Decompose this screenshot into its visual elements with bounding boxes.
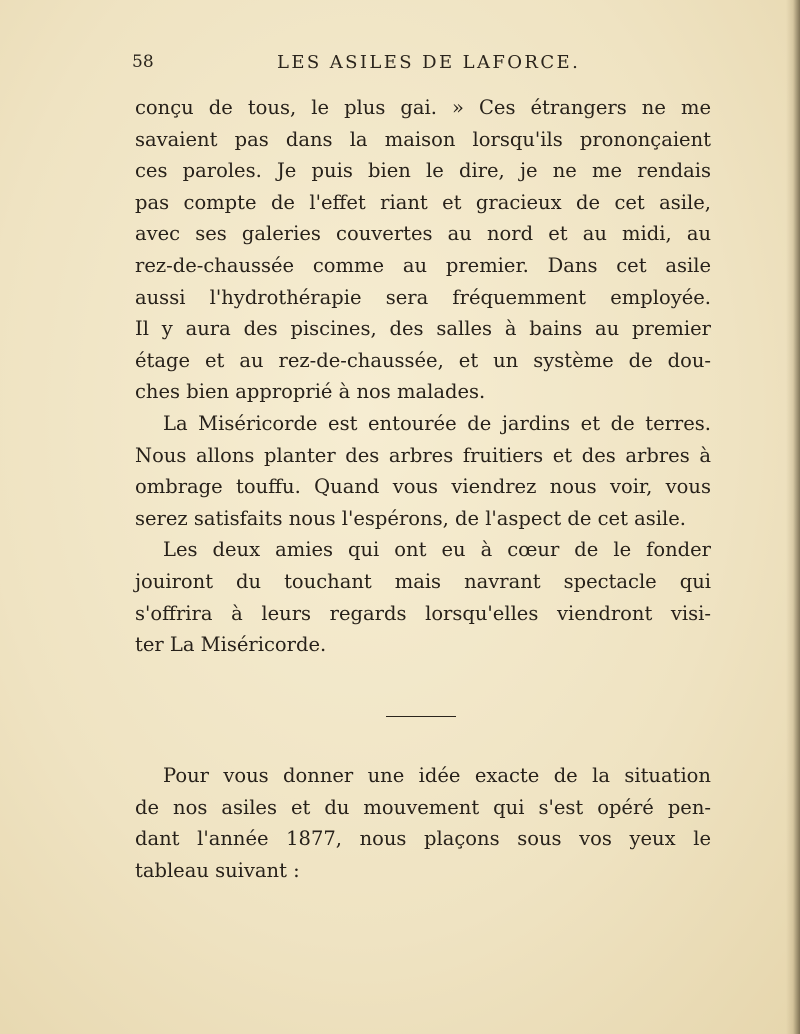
page-edge-shadow	[786, 0, 800, 1034]
text-line: Les deux amies qui ont eu à cœur de le fonder	[163, 538, 711, 562]
text-line: Pour vous donner une idée exacte de la situation	[163, 764, 711, 787]
text-line: conçu de tous, le plus gai. » Ces étrangers ne me	[135, 96, 711, 119]
text-line: savaient pas dans la maison lorsqu'ils prononçaient	[135, 127, 711, 151]
text-line: rez-de-chaussée comme au premier. Dans cet asile	[135, 253, 711, 277]
text-line: jouiront du touchant mais navrant spectacle qui	[135, 569, 711, 593]
text-line: pas compte de l'effet riant et gracieux de cet asile,	[135, 190, 711, 214]
text-line: étage et au rez-de-chaussée, et un système de dou-	[135, 348, 711, 372]
text-line: s'offrira à leurs regards lorsqu'elles viendront visi-	[135, 601, 711, 625]
paragraph	[135, 760, 711, 886]
text-line: Il y aura des piscines, des salles à bains au premier	[135, 317, 711, 341]
text-line: tableau suivant :	[135, 858, 300, 882]
text-line: dant l'année 1877, nous plaçons sous vos yeux le	[135, 827, 711, 851]
text-line: Nous allons planter des arbres fruitiers et des arbres à	[135, 443, 711, 467]
running-header	[132, 52, 712, 82]
text-line: aussi l'hydrothérapie sera fréquemment employée.	[135, 285, 711, 309]
text-line: serez satisfaits nous l'espérons, de l'aspect de cet asile.	[135, 506, 686, 530]
paragraph	[135, 92, 711, 408]
running-title: LES ASILES DE LAFORCE.	[277, 52, 581, 73]
text-line: ombrage touffu. Quand vous viendrez nous voir, vous	[135, 475, 711, 499]
text-line: La Miséricorde est entourée de jardins et de terres.	[163, 411, 711, 435]
text-line: avec ses galeries couvertes au nord et au midi, au	[135, 222, 711, 246]
paragraph	[135, 408, 711, 534]
text-line: de nos asiles et du mouvement qui s'est opéré pen-	[135, 795, 711, 819]
section-separator	[386, 716, 456, 717]
text-line: ces paroles. Je puis bien le dire, je ne me rendais	[135, 159, 711, 183]
page-number: 58	[132, 52, 154, 72]
text-line: ter La Miséricorde.	[135, 633, 327, 657]
paragraph	[135, 534, 711, 660]
text-line: ches bien approprié à nos malades.	[135, 380, 486, 404]
body-text	[135, 92, 711, 661]
